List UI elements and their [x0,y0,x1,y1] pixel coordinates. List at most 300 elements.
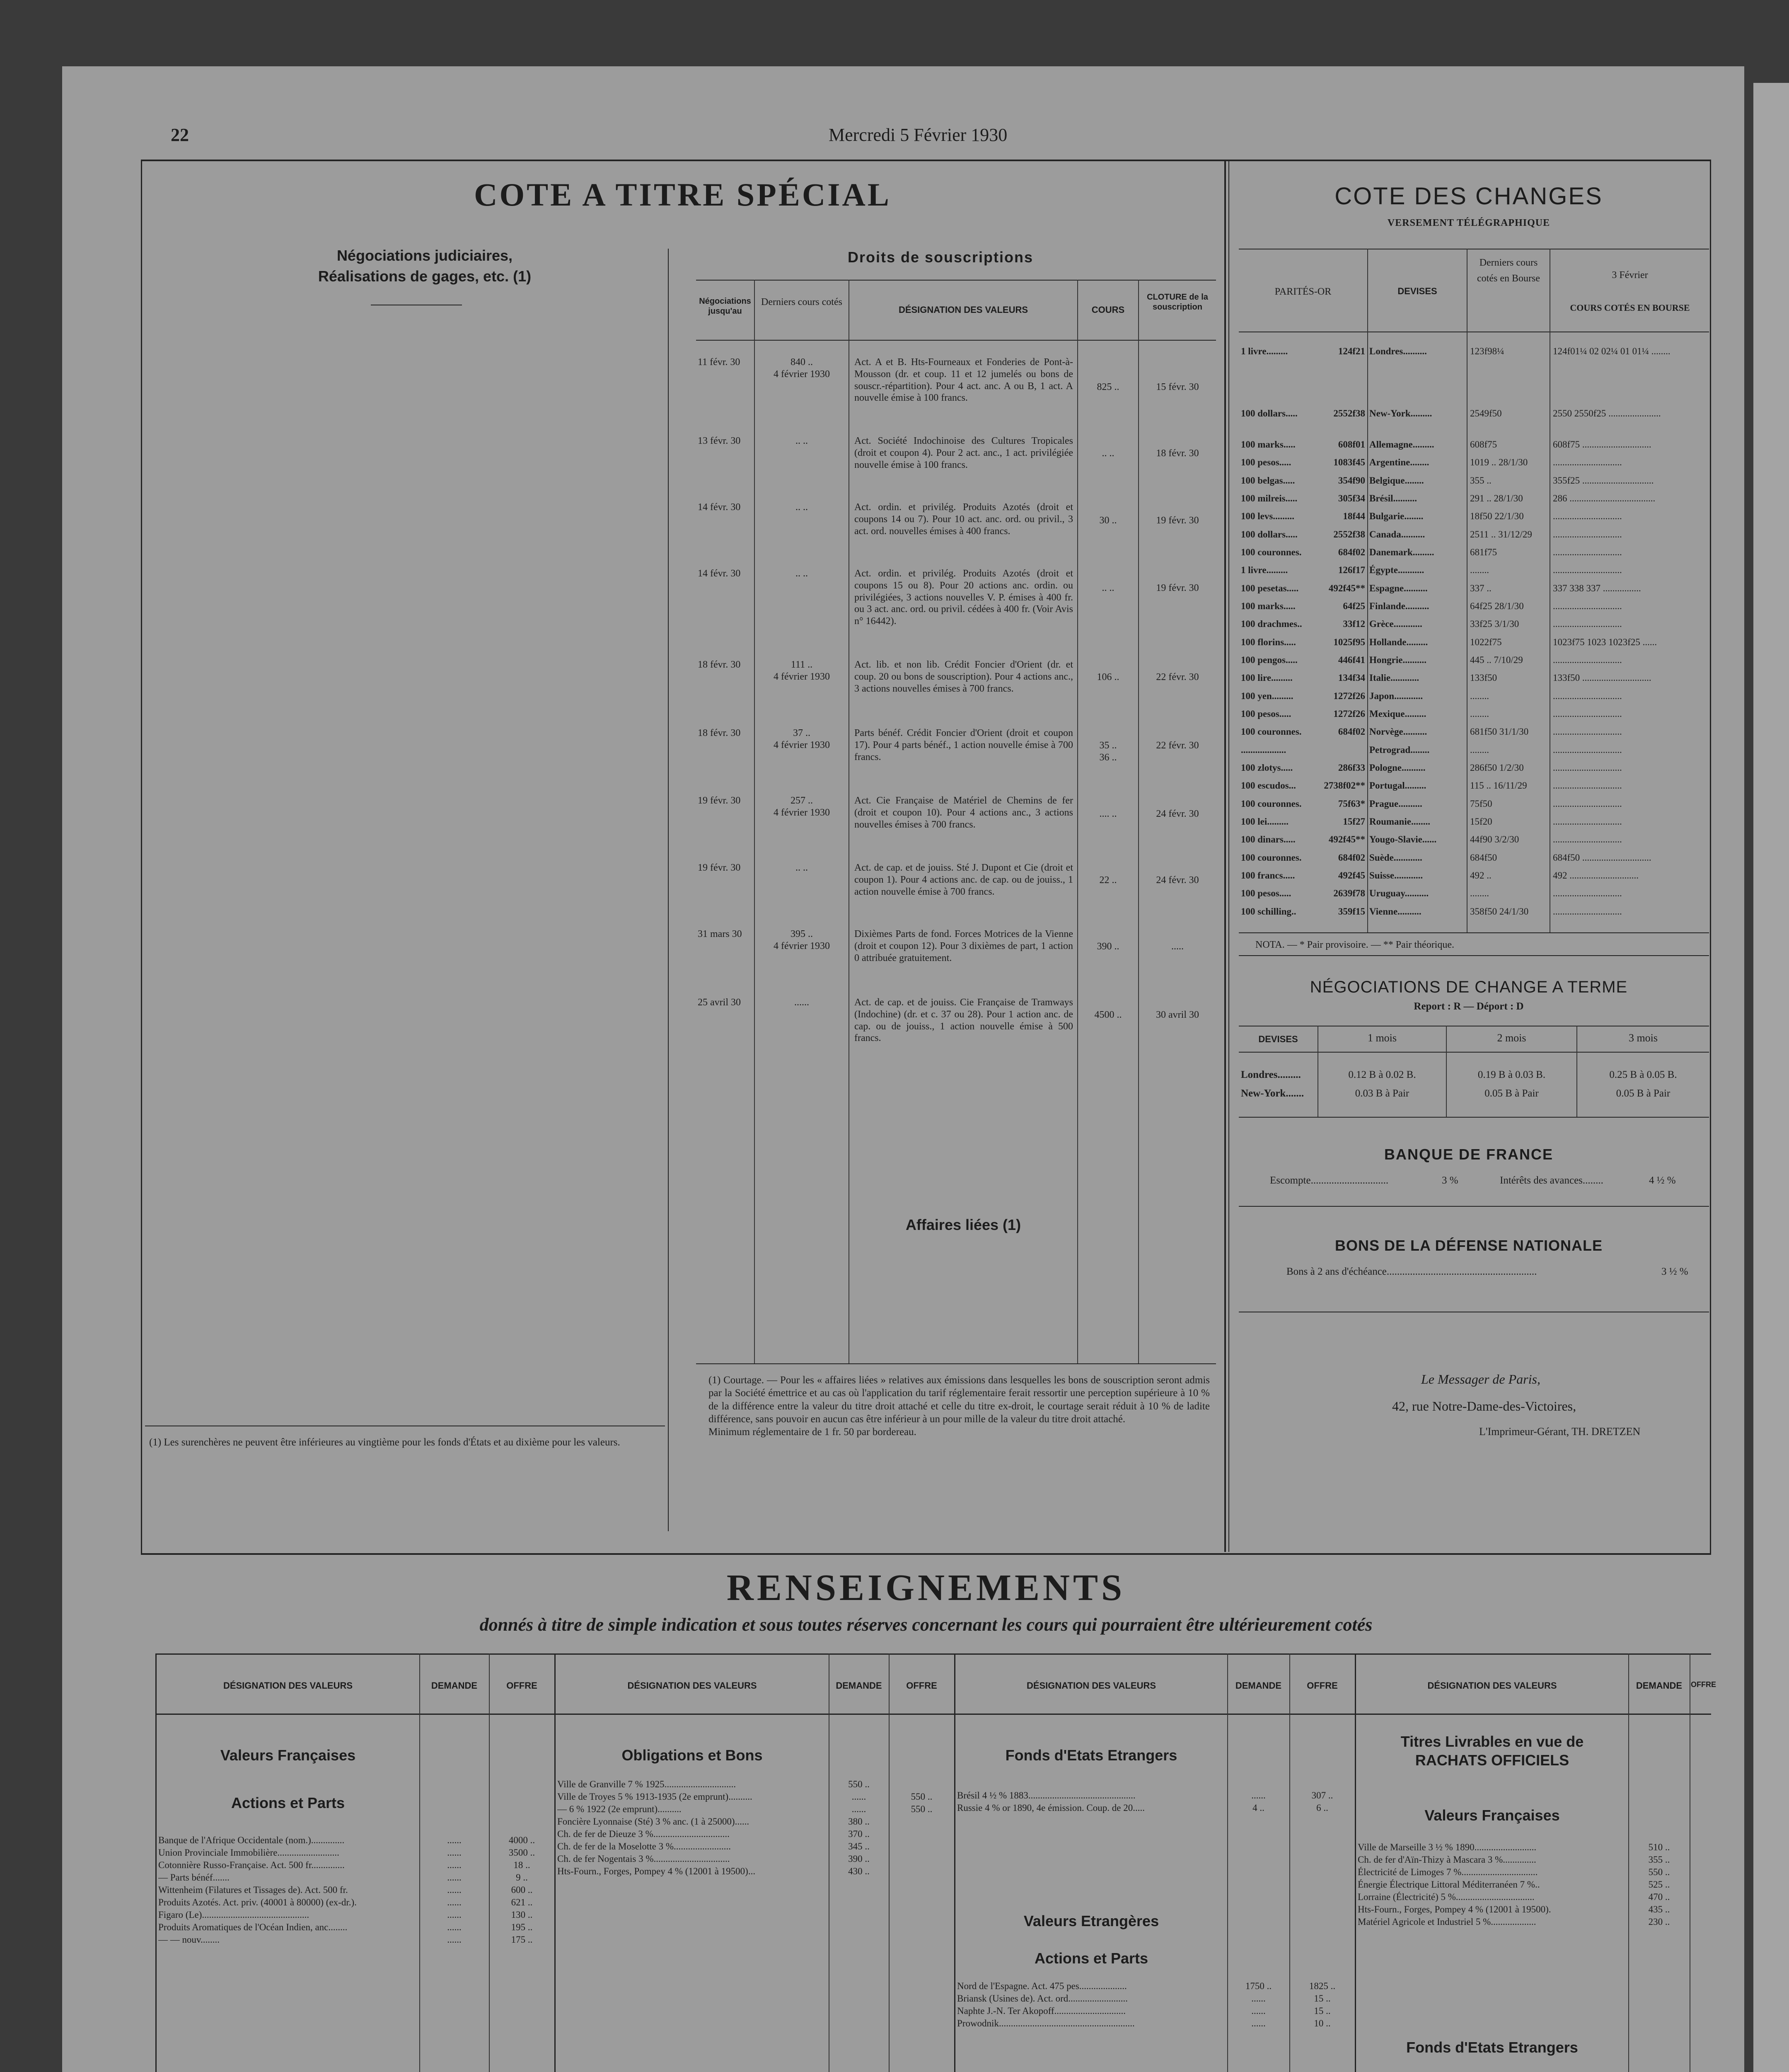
devise-name: Vienne.......... [1369,906,1422,917]
devise-name: Canada.......... [1369,529,1425,540]
dernier-cours: 1022f75 [1470,637,1502,647]
cours-cotes: ............................. [1553,511,1622,521]
droit-date: 11 févr. 30 [698,357,740,368]
col-negociations: Négociations jusqu'au [699,297,751,316]
devise-name: Japon............ [1369,691,1423,701]
parite-value: 684f02 [1338,852,1365,863]
rens-designation: Hts-Fourn., Forges, Pompey 4 % (12001 à 19500)... [557,1866,756,1876]
devise-name: Suède............ [1369,852,1422,863]
rens-demande: ...... [1251,2018,1266,2028]
rens-offre: 435 .. [1648,1904,1670,1915]
rens-col-offre-1: OFFRE [506,1680,537,1691]
renseignements-subtitle: donnés à titre de simple indication et sous toutes réserves concernant les cours qui pourraient être ultérieurement cotés [479,1615,1373,1635]
rens-fonds-etats-etrangers: Fonds d'Etats Etrangers [1005,1747,1177,1764]
droit-cours: 106 .. [1097,672,1119,683]
dernier-cours: 123f98¼ [1470,346,1504,356]
droit-designation: Act. lib. et non lib. Crédit Foncier d'Orient (dr. et coup. 20 ou bons de souscription). Pour 4 actions anc., 3 actions nouvelles émises à 700 francs. [854,659,1073,694]
changes-nota: NOTA. — * Pair provisoire. — ** Pair théorique. [1255,939,1454,950]
parite-label: ................... [1241,745,1286,755]
newspaper-page [62,66,1744,2072]
dernier-cours: 44f90 3/2/30 [1470,834,1519,845]
cours-cotes: 286 .................................... [1553,493,1656,503]
rens-offre: 3500 .. [508,1847,535,1858]
droit-designation: Act. Cie Française de Matériel de Chemins de fer (droit et coupon 10). Pour 4 actions anc., 3 actions nouvelles émises à 700 francs. [854,795,1073,830]
rens-offre: 4000 .. [508,1835,535,1845]
parite-label: 100 pesos..... [1241,457,1291,467]
rens-demande: ...... [447,1860,462,1870]
parite-label: 100 belgas..... [1241,475,1295,486]
parite-value: 126f17 [1338,565,1365,575]
rens-designation: Foncière Lyonnaise (Sté) 3 % anc. (1 à 25000)...... [557,1816,749,1827]
parite-value: 75f63* [1338,799,1365,809]
terme-title: NÉGOCIATIONS DE CHANGE A TERME [1310,978,1628,996]
devise-name: Yougo-Slavie...... [1369,834,1437,845]
droit-cloture: 19 févr. 30 [1156,515,1199,526]
devise-name: Uruguay.......... [1369,888,1429,898]
rens-col-desig-3: DÉSIGNATION DES VALEURS [1026,1680,1156,1691]
dernier-cours: 337 .. [1470,583,1492,593]
droit-last: 257 .. 4 février 1930 [774,795,830,818]
changes-title: COTE DES CHANGES [1334,183,1603,210]
parite-value: 1083f45 [1333,457,1365,467]
rens-demande: 550 .. [848,1779,870,1789]
frame-right [1710,160,1711,1554]
dernier-cours: 133f50 [1470,673,1497,683]
rens-demande: 1750 .. [1245,1981,1272,1991]
parite-label: 100 levs......... [1241,511,1295,521]
parite-value: 608f01 [1338,439,1365,450]
imprint-line-3: L'Imprimeur-Gérant, TH. DRETZEN [1479,1426,1641,1438]
cours-cotes: 1023f75 1023 1023f25 ...... [1553,637,1657,647]
droits-title: Droits de souscriptions [847,249,1034,266]
cours-cotes: ............................. [1553,745,1622,755]
rens-offre: 175 .. [511,1934,533,1945]
terme-value: 0.19 B à 0.03 B. [1477,1069,1546,1080]
rens-designation: Ch. de fer Nogentais 3 %................................ [557,1854,730,1864]
dernier-cours: 2511 .. 31/12/29 [1470,529,1532,540]
droit-designation: Act. ordin. et privilég. Produits Azotés (droit et coupons 14 ou 7). Pour 10 act. anc. ord. ou privil., 3 act. ord. nouvelles émises à 400 francs. [854,502,1073,537]
droit-cours: 390 .. [1097,941,1119,952]
rens-col-demande-4: DEMANDE [1636,1680,1683,1691]
rens-designation: Figaro (Le)............................................. [158,1910,309,1920]
rens-designation: Énergie Électrique Littoral Méditerranéen 7 %.. [1358,1879,1540,1890]
parite-label: 100 francs..... [1241,870,1295,881]
droit-cours: 4500 .. [1094,1009,1122,1020]
droit-last: .. .. [795,568,808,579]
parite-value: 305f34 [1338,493,1365,503]
col-cloture: CLOTURE de la souscription [1147,293,1208,312]
droit-cours: .... .. [1099,808,1117,819]
bons-line: Bons à 2 ans d'échéance.......................................................... [1286,1266,1537,1277]
col-designation: DÉSIGNATION DES VALEURS [898,305,1028,315]
rens-designation: Union Provinciale Immobilière.......................... [158,1847,339,1858]
rens-demande: 370 .. [848,1829,870,1839]
terme-value: 0.05 B à Pair [1484,1088,1539,1099]
droit-date: 19 févr. 30 [698,862,741,873]
droit-date: 14 févr. 30 [698,568,741,579]
rens-demande: ...... [447,1872,462,1883]
cours-cotes: ............................. [1553,655,1622,665]
rens-demande: ...... [851,1791,866,1802]
cours-cotes: ............................. [1553,709,1622,719]
droit-last: 840 .. 4 février 1930 [774,357,830,380]
rens-demande: ...... [851,1804,866,1814]
droit-designation: Act. Société Indochinoise des Cultures Tropicales (droit et coupon 4). Pour 2 act. anc., 1 act. privilégiée nouvelle émise à 100 francs. [854,436,1073,470]
parite-label: 100 lei......... [1241,816,1289,827]
parite-label: 100 couronnes. [1241,799,1302,809]
parite-value: 2738f02** [1324,780,1365,791]
dernier-cours: 492 .. [1470,870,1492,881]
terme-col-devises: DEVISES [1258,1034,1298,1044]
rens-titres-livrables: Titres Livrables en vue de RACHATS OFFICIELS [1400,1733,1584,1769]
rens-designation: Brésil 4 ½ % 1883............................................. [957,1790,1136,1801]
rens-offre: 230 .. [1648,1917,1670,1927]
dernier-cours: 2549f50 [1470,408,1502,419]
dernier-cours: 355 .. [1470,475,1492,486]
parite-value: 134f34 [1338,673,1365,683]
terme-col-1mois: 1 mois [1367,1032,1397,1044]
devise-name: Roumanie........ [1369,816,1430,827]
bottom-rule [141,1553,1711,1555]
parite-label: 100 drachmes.. [1241,619,1302,629]
top-rule [141,160,1711,161]
rens-designation: Naphte J.-N. Ter Akopoff.............................. [957,2006,1126,2016]
divider-droits [668,249,669,1531]
rens-col-offre-2: OFFRE [906,1680,937,1691]
parite-label: 100 zlotys..... [1241,762,1293,773]
rens-demande: ...... [447,1847,462,1858]
droit-last: .. .. [795,436,808,446]
rens-demande: ...... [1251,1790,1266,1801]
droit-cloture: ..... [1171,941,1184,952]
dernier-cours: 445 .. 7/10/29 [1470,655,1523,665]
terme-devise: New-York....... [1241,1088,1304,1099]
parite-value: 684f02 [1338,726,1365,737]
terme-col-3mois: 3 mois [1628,1032,1658,1044]
parite-value: 1025f95 [1333,637,1365,647]
rens-col-offre-3: OFFRE [1307,1680,1338,1691]
rens-demande: ...... [1251,1993,1266,2004]
rens-offre: 525 .. [1648,1879,1670,1890]
parite-value: 359f15 [1338,906,1365,917]
rens-designation: Cotonnière Russo-Française. Act. 500 fr.............. [158,1860,345,1870]
parite-label: 100 marks..... [1241,439,1296,450]
col-date-3-fevrier: 3 Février [1612,270,1648,281]
parite-value: 1272f26 [1333,691,1365,701]
devise-name: Brésil.......... [1369,493,1417,503]
rens-demande: ...... [447,1910,462,1920]
parite-label: 100 pesetas..... [1241,583,1299,593]
rens-demande: ...... [447,1897,462,1907]
changes-subtitle: VERSEMENT TÉLÉGRAPHIQUE [1387,218,1550,228]
dernier-cours: 115 .. 16/11/29 [1470,780,1527,791]
dernier-cours: ........ [1470,565,1489,575]
parite-value: 1272f26 [1333,709,1365,719]
rens-offre: 621 .. [511,1897,533,1907]
droit-last: 395 .. 4 février 1930 [774,929,830,951]
col-parites-or: PARITÉS-OR [1274,286,1332,297]
terme-value: 0.05 B à Pair [1616,1088,1671,1099]
rens-offre: 600 .. [511,1885,533,1895]
terme-value: 0.03 B à Pair [1355,1088,1409,1099]
affaires-liees-heading: Affaires liées (1) [905,1216,1021,1233]
cours-cotes: 355f25 .............................. [1553,475,1654,486]
cours-cotes: 2550 2550f25 ...................... [1553,408,1661,419]
cours-cotes: 492 ............................. [1553,870,1639,881]
parite-label: 100 dinars..... [1241,834,1296,845]
cours-cotes: ............................. [1553,457,1622,467]
devise-name: Norvège.......... [1369,726,1427,737]
dernier-cours: 291 .. 28/1/30 [1470,493,1523,503]
dernier-cours: 681f75 [1470,547,1497,557]
imprint-line-1: Le Messager de Paris, [1421,1372,1540,1387]
dernier-cours: 18f50 22/1/30 [1470,511,1524,521]
courtage-note: (1) Courtage. — Pour les « affaires liées » relatives aux émissions dans lesquelles les bons de souscription seront admis par la Société émettrice et au cas où l'application du tarif réglementaire ferait ressortir une perception supérieure à 10 % de la différence entre la valeur du titre droit attaché et celle du titre ex-droit, le courtage serait réduit à 10 % de ladite différence, sans pouvoir en aucun cas être inférieur à un pour mille de la valeur du titre droit attaché. Minimum réglementaire de 1 fr. 50 par bordereau. [708,1375,1210,1438]
imprint-line-2: 42, rue Notre-Dame-des-Victoires, [1392,1399,1576,1414]
dernier-cours: 358f50 24/1/30 [1470,906,1529,917]
parite-value: 2552f38 [1333,529,1365,540]
rens-designation: Ville de Granville 7 % 1925.............................. [557,1779,736,1789]
rens-offre: 510 .. [1648,1842,1670,1852]
droit-designation: Act. de cap. et de jouiss. Sté J. Dupont et Cie (droit et coupon 1). Pour 4 actions anc. de cap. ou de jouiss., 1 action nouvelle émise à 700 francs. [854,862,1073,897]
droit-cloture: 24 févr. 30 [1156,808,1199,819]
col-devises: DEVISES [1397,286,1437,296]
parite-label: 100 pengos..... [1241,655,1298,665]
droit-cloture: 22 févr. 30 [1156,672,1199,683]
rens-col-desig-2: DÉSIGNATION DES VALEURS [627,1680,757,1691]
cours-cotes: ............................. [1553,565,1622,575]
bons-title: BONS DE LA DÉFENSE NATIONALE [1334,1237,1603,1254]
dernier-cours: 608f75 [1470,439,1497,450]
cours-cotes: ............................. [1553,888,1622,898]
parite-value: 354f90 [1338,475,1365,486]
droit-cloture: 18 févr. 30 [1156,448,1199,459]
devise-name: Égypte........... [1369,565,1424,575]
cours-cotes: ............................. [1553,691,1622,701]
rens-designation: Prowodnik......................................................... [957,2018,1135,2028]
rens-demande: 345 .. [848,1841,870,1852]
rens-obligations-bons: Obligations et Bons [621,1747,763,1764]
droit-cloture: 15 févr. 30 [1156,382,1199,392]
devise-name: Mexique......... [1369,709,1426,719]
parite-label: 100 escudos... [1241,780,1296,791]
dernier-cours: ........ [1470,691,1489,701]
droit-designation: Act. de cap. et de jouiss. Cie Française de Tramways (Indochine) (dr. et c. 37 ou 28). Pour 1 action anc. de cap. ou de jouiss., 1 action nouvelle émise à 500 francs. [854,997,1073,1044]
rens-offre: 550 .. [911,1804,933,1814]
devise-name: Petrograd........ [1369,745,1430,755]
parite-label: 100 milreis..... [1241,493,1298,503]
parite-value: 492f45 [1338,870,1365,881]
cours-cotes: ............................. [1553,780,1622,791]
parite-label: 100 dollars..... [1241,529,1298,540]
rens-offre: 195 .. [511,1922,533,1932]
cours-cotes: ............................. [1553,906,1622,917]
devise-name: Pologne.......... [1369,762,1426,773]
cours-cotes: ............................. [1553,547,1622,557]
cours-cotes: ............................. [1553,619,1622,629]
rens-offre: 550 .. [911,1791,933,1802]
col-cours: COURS [1091,305,1125,315]
droit-last: 111 .. 4 février 1930 [774,659,830,682]
devise-name: Prague.......... [1369,799,1422,809]
droit-last: .. .. [795,862,808,873]
rens-designation: Matériel Agricole et Industriel 5 %................... [1358,1917,1536,1927]
rens-designation: Ch. de fer de Dieuze 3 %................................ [557,1829,730,1839]
dernier-cours: ........ [1470,888,1489,898]
rens-designation: Lorraine (Électricité) 5 %................................. [1358,1892,1535,1902]
cours-cotes: ............................. [1553,799,1622,809]
devise-name: Hollande......... [1369,637,1428,647]
rens-demande: ...... [447,1922,462,1932]
devise-name: Allemagne......... [1369,439,1434,450]
dernier-cours: ........ [1470,709,1489,719]
cours-cotes: ............................. [1553,762,1622,773]
col-cours-cotes: COURS COTÉS EN BOURSE [1570,303,1690,313]
parite-value: 684f02 [1338,547,1365,557]
escompte-value: 3 % [1442,1175,1458,1186]
page-date: Mercredi 5 Février 1930 [829,125,1008,145]
droit-date: 14 févr. 30 [698,502,741,513]
dernier-cours: 75f50 [1470,799,1492,809]
rens-designation: Ville de Troyes 5 % 1913-1935 (2e emprunt).......... [557,1791,752,1802]
parite-value: 286f33 [1338,762,1365,773]
dernier-cours: 684f50 [1470,852,1497,863]
cours-cotes: ............................. [1553,529,1622,540]
rens-offre: 550 .. [1648,1867,1670,1877]
droit-cours: 30 .. [1099,515,1117,526]
parite-label: 100 dollars..... [1241,408,1298,419]
dernier-cours: 64f25 28/1/30 [1470,601,1524,611]
terme-col-2mois: 2 mois [1497,1032,1526,1044]
cours-cotes: ............................. [1553,834,1622,845]
rens-designation: Produits Azotés. Act. priv. (40001 à 80000) (ex-dr.). [158,1897,357,1907]
surencheres-note: (1) Les surenchères ne peuvent être inférieures au vingtième pour les fonds d'États et au dixième pour les valeurs. [149,1437,620,1448]
col-derniers-cours-changes: Derniers cours cotés en Bourse [1477,257,1540,284]
rens-offre: 10 .. [1314,2018,1331,2028]
rens-designation: Nord de l'Espagne. Act. 475 pes.................... [957,1981,1127,1991]
rens-valeurs-francaises: Valeurs Françaises [220,1747,356,1764]
droit-cloture: 22 févr. 30 [1156,740,1199,751]
rens-offre: 470 .. [1648,1892,1670,1902]
terme-devise: Londres......... [1241,1069,1301,1080]
droit-cours: 22 .. [1099,875,1117,886]
devise-name: Bulgarie........ [1369,511,1424,521]
rens-offre: 15 .. [1314,2006,1331,2016]
droit-cloture: 24 févr. 30 [1156,875,1199,886]
cote-special-title: COTE A TITRE SPÉCIAL [474,177,891,213]
devise-name: Finlande.......... [1369,601,1429,611]
parite-value: 124f21 [1338,346,1365,356]
droit-designation: Act. ordin. et privilég. Produits Azotés (droit et coupons 15 ou 8). Pour 20 actions anc. ordin. ou privilégiées, 3 actions nouvelles V. P. émises à 400 fr. ou 3 act. anc. ord. ou privil. cédées à 400 fr. (Voir Avis n° 16442). [854,568,1073,627]
rens-designation: Ch. de fer de la Moselotte 3 %........................ [557,1841,731,1852]
cours-cotes: 133f50 ............................. [1553,673,1651,683]
dernier-cours: 33f25 3/1/30 [1470,619,1519,629]
rens-demande: ...... [447,1885,462,1895]
col-derniers-cours: Derniers cours cotés [761,297,842,307]
cours-cotes: 337 338 337 ................ [1553,583,1641,593]
parite-value: 64f25 [1343,601,1365,611]
rens-c4-valeurs-francaises: Valeurs Françaises [1424,1807,1560,1824]
rens-offre: 130 .. [511,1910,533,1920]
rens-demande: 430 .. [848,1866,870,1876]
droit-date: 13 févr. 30 [698,436,741,446]
devise-name: Portugal......... [1369,780,1426,791]
cours-cotes: ............................. [1553,601,1622,611]
parite-value: 446f41 [1338,655,1365,665]
frame-left [141,160,142,1554]
rens-designation: Hts-Fourn., Forges, Pompey 4 % (12001 à 19500). [1358,1904,1551,1915]
rens-offre: 6 .. [1316,1803,1328,1813]
parite-value: 2552f38 [1333,408,1365,419]
banque-title: BANQUE DE FRANCE [1384,1146,1553,1163]
parite-value: 492f45** [1328,583,1365,593]
parite-value: 492f45** [1328,834,1365,845]
rens-demande: 390 .. [848,1854,870,1864]
droit-last: .. .. [795,502,808,513]
droit-designation: Act. A et B. Hts-Fourneaux et Fonderies de Pont-à-Mousson (dr. et coup. 11 et 12 jumelés ou bons de souscr.-répartition). Pour 4 act. anc. A ou B, 1 act. A nouvelle émise à 100 francs. [854,357,1073,404]
adjacent-page-edge [1753,83,1789,2072]
rens-col-desig-4: DÉSIGNATION DES VALEURS [1427,1680,1557,1691]
dernier-cours: 286f50 1/2/30 [1470,762,1524,773]
droit-last: 37 .. 4 février 1930 [774,728,830,750]
rens-designation: — Parts bénéf....... [158,1872,230,1883]
rens-col-offre-4: OFFRE [1691,1680,1716,1689]
droit-cours: .. .. [1102,583,1114,593]
droit-last: ...... [794,997,809,1008]
parite-label: 100 couronnes. [1241,547,1302,557]
devise-name: Argentine........ [1369,457,1429,467]
rens-demande: 380 .. [848,1816,870,1827]
bons-value: 3 ½ % [1661,1266,1688,1277]
terme-value: 0.25 B à 0.05 B. [1609,1069,1677,1080]
droit-date: 19 févr. 30 [698,795,741,806]
rens-demande: ...... [447,1934,462,1945]
escompte-label: Escompte.............................. [1270,1175,1389,1186]
devise-name: Belgique........ [1369,475,1424,486]
rens-actions-parts: Actions et Parts [231,1794,345,1811]
cours-cotes: 124f01¼ 02 02¼ 01 01¼ ........ [1553,346,1671,356]
rens-designation: Ch. de fer d'Aïn-Thizy à Mascara 3 %.............. [1358,1854,1536,1865]
rens-offre: 9 .. [516,1872,528,1883]
parite-label: 1 livre......... [1241,346,1288,356]
parite-value: 2639f78 [1333,888,1365,898]
parite-value: 18f44 [1343,511,1365,521]
rens-designation: Wittenheim (Filatures et Tissages de). Act. 500 fr. [158,1885,348,1895]
rens-offre: 1825 .. [1309,1981,1336,1991]
parite-value: 33f12 [1343,619,1365,629]
devise-name: Danemark......... [1369,547,1434,557]
dernier-cours: ........ [1470,745,1489,755]
rens-designation: Banque de l'Afrique Occidentale (nom.).............. [158,1835,345,1845]
droit-cours: .. .. [1102,448,1114,459]
droit-cloture: 30 avril 30 [1156,1009,1199,1020]
rens-designation: Ville de Marseille 3 ½ % 1890.......................... [1358,1842,1537,1852]
droit-cloture: 19 févr. 30 [1156,583,1199,593]
rens-valeurs-etrangeres: Valeurs Etrangères [1023,1912,1159,1929]
devise-name: Grèce............ [1369,619,1422,629]
rens-designation: Russie 4 % or 1890, 4e émission. Coup. de 20..... [957,1803,1145,1813]
devise-name: Londres.......... [1369,346,1427,356]
negociations-judiciaires: Négociations judiciaires, Réalisations de gages, etc. (1) [318,247,532,285]
terme-subtitle: Report : R — Déport : D [1414,1001,1524,1012]
parite-label: 100 yen......... [1241,691,1293,701]
rens-designation: — 6 % 1922 (2e emprunt).......... [557,1804,682,1814]
devise-name: Suisse............ [1369,870,1423,881]
page-number: 22 [171,125,189,145]
parite-label: 100 pesos..... [1241,709,1291,719]
droit-date: 25 avril 30 [698,997,741,1008]
divider-changes [1224,160,1226,1552]
